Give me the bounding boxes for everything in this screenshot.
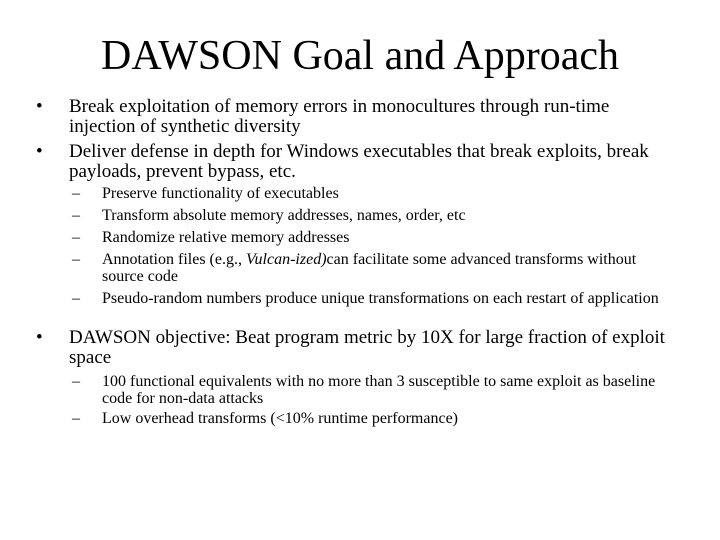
bullet-item [36,142,676,182]
sub-bullet-text-part: can facilitate some advanced transforms without source code [102,251,637,285]
bullet-item [36,97,676,137]
sub-bullet-text-part: Annotation files (e.g., [102,251,246,268]
dash-marker: – [72,229,80,246]
sub-bullet-item [72,229,662,246]
bullet-text: DAWSON objective: Beat program metric by 10X for large fraction of exploit space [69,327,665,368]
slide-title: DAWSON Goal and Approach [100,33,620,79]
sub-bullet-text: Transform absolute memory addresses, names, order, etc [102,207,466,224]
sub-bullet-text: Low overhead transforms (<10% runtime performance) [102,410,458,427]
bullet-marker: • [36,327,43,348]
dash-marker: – [72,290,80,307]
sub-bullet-item [72,251,662,285]
sub-bullet-text: Randomize relative memory addresses [102,229,350,246]
dash-marker: – [72,410,80,427]
bullet-marker: • [36,141,43,162]
bullet-text: Deliver defense in depth for Windows executables that break exploits, break payloads, prevent bypass, etc. [69,141,649,182]
dash-marker: – [72,207,80,224]
sub-bullet-item [72,290,662,307]
sub-bullet-text-italic: Vulcan-ized) [245,251,327,268]
dash-marker: – [72,185,80,202]
sub-bullet-item [72,373,662,407]
bullet-item [36,328,676,368]
dash-marker: – [72,251,80,268]
bullet-marker: • [36,96,43,117]
sub-bullet-item [72,410,662,427]
sub-bullet-item [72,207,662,224]
bullet-text: Break exploitation of memory errors in monocultures through run-time injection of synthetic diversity [69,96,610,137]
sub-bullet-item [72,185,662,202]
sub-bullet-text: 100 functional equivalents with no more than 3 susceptible to same exploit as baseline code for non-data attacks [102,373,656,407]
sub-bullet-text [102,251,662,285]
dash-marker: – [72,373,80,390]
sub-bullet-text: Pseudo-random numbers produce unique transformations on each restart of application [102,290,659,307]
sub-bullet-text: Preserve functionality of executables [102,185,339,202]
